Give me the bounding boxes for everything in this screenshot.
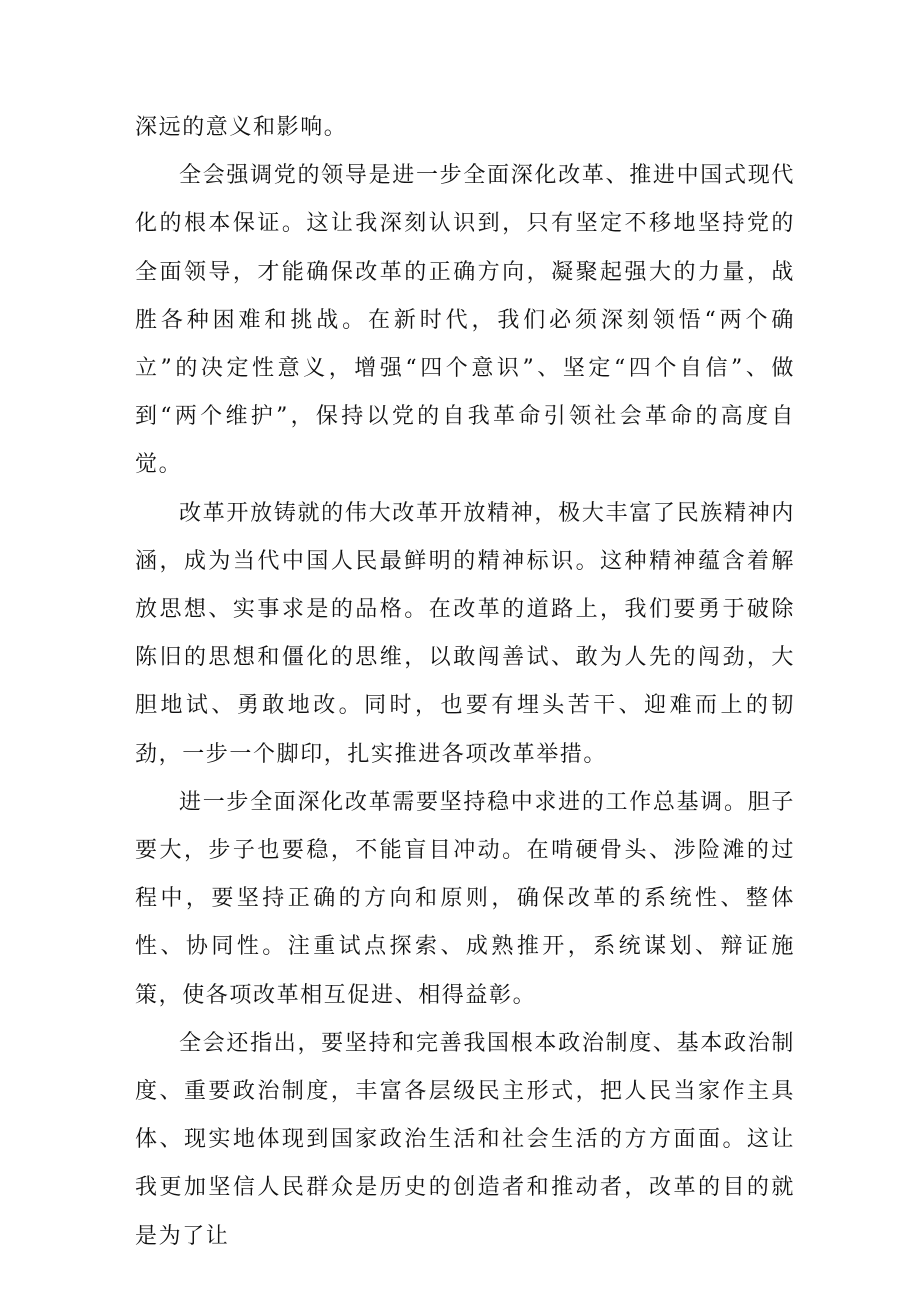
paragraph-political-system: 全会还指出，要坚持和完善我国根本政治制度、基本政治制度、重要政治制度，丰富各层级民主形式，把人民当家作主具体、现实地体现到国家政治生活和社会生活的方方面面。这让我更加坚信人民群众是历史的创造者和推动者，改革的目的就是为了让 <box>135 1030 795 1249</box>
paragraph-reform-spirit: 改革开放铸就的伟大改革开放精神，极大丰富了民族精神内涵，成为当代中国人民最鲜明的精神标识。这种精神蕴含着解放思想、实事求是的品格。在改革的道路上，我们要勇于破除陈旧的思想和僵化的思维，以敢闯善试、敢为人先的闯劲，大胆地试、勇敢地改。同时，也要有埋头苦干、迎难而上的韧劲，一步一个脚印，扎实推进各项改革举措。 <box>135 500 795 767</box>
paragraph-continued: 深远的意义和影响。 <box>135 115 348 140</box>
document-body <box>135 104 795 1261</box>
paragraph-party-leadership: 全会强调党的领导是进一步全面深化改革、推进中国式现代化的根本保证。这让我深刻认识到，只有坚定不移地坚持党的全面领导，才能确保改革的正确方向，凝聚起强大的力量，战胜各种困难和挑战。在新时代，我们必须深刻领悟“两个确立”的决定性意义，增强“四个意识”、坚定“四个自信”、做到“两个维护”，保持以党的自我革命引领社会革命的高度自觉。 <box>135 163 795 478</box>
paragraph-steady-progress: 进一步全面深化改革需要坚持稳中求进的工作总基调。胆子要大，步子也要稳，不能盲目冲动。在啃硬骨头、涉险滩的过程中，要坚持正确的方向和原则，确保改革的系统性、整体性、协同性。注重试点探索、成熟推开，系统谋划、辩证施策，使各项改革相互促进、相得益彰。 <box>135 789 795 1008</box>
